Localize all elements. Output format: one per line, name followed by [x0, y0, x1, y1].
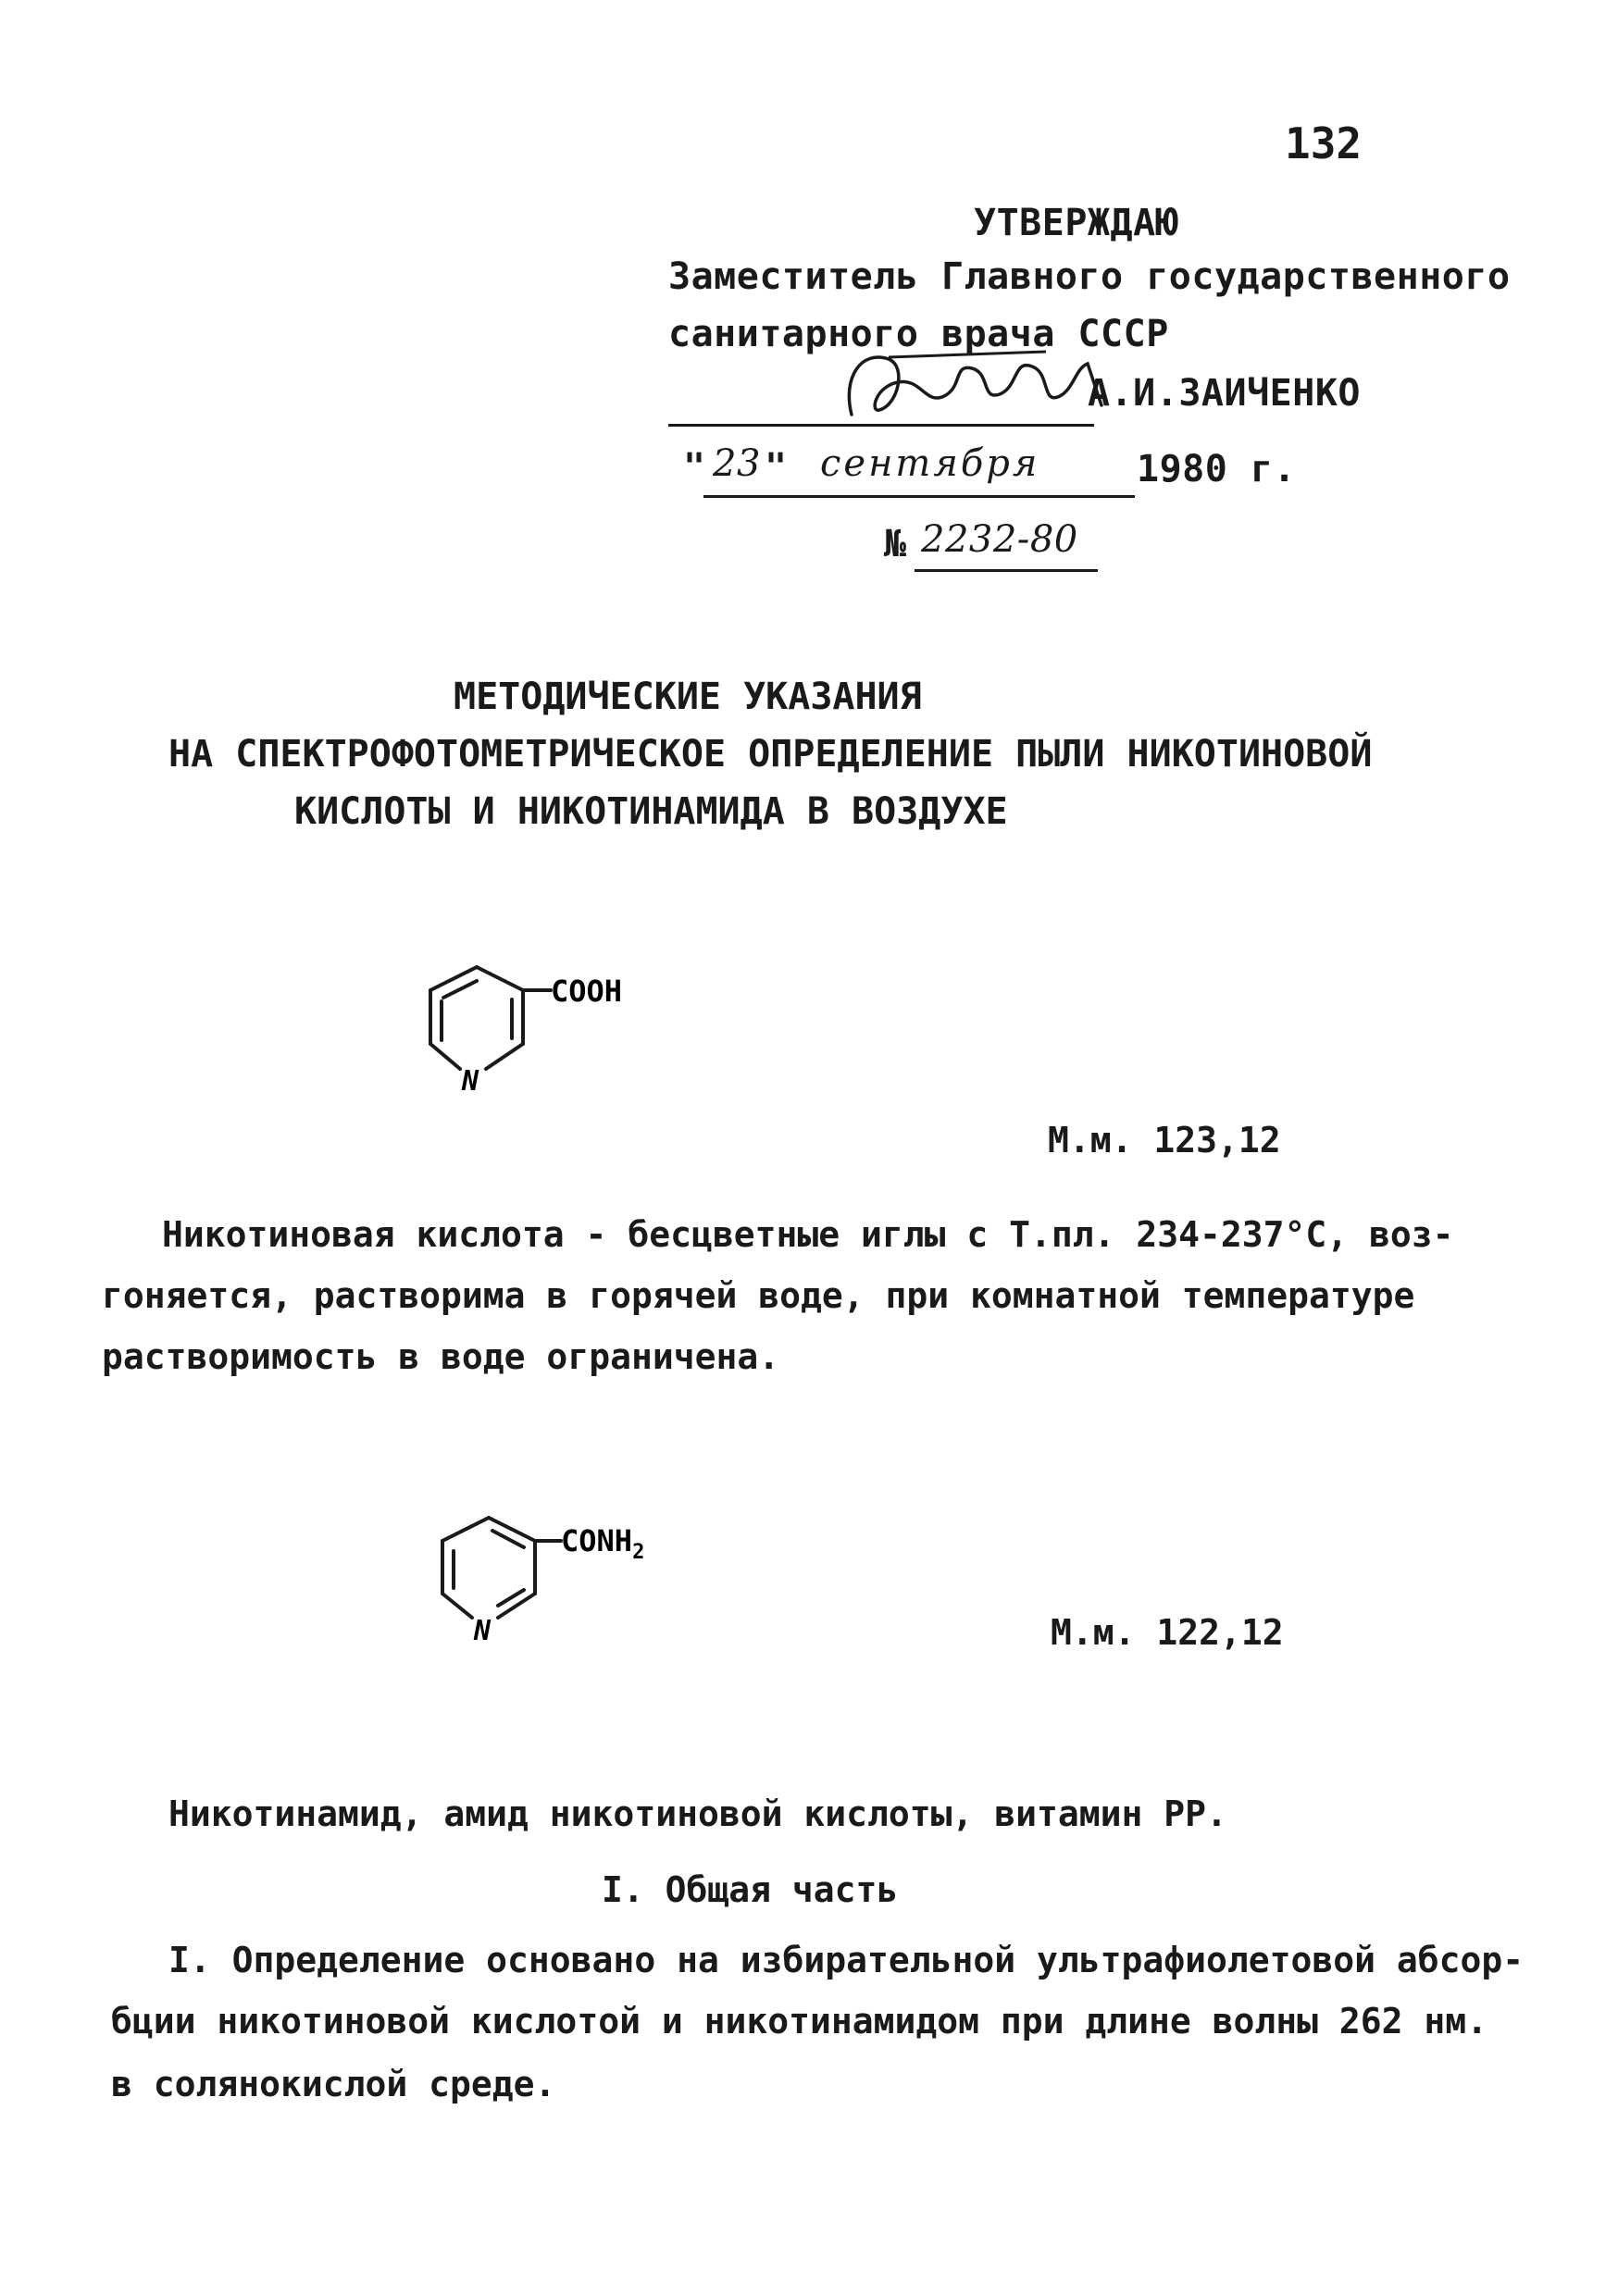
date-year: 1980 г. [1137, 448, 1297, 490]
ring-nitrogen-label: N [462, 1065, 479, 1098]
compound1-desc-line1: Никотиновая кислота - бесцветные иглы с Т.пл. 234-237°С, воз- [162, 1214, 1454, 1255]
date-open-quote: " [683, 446, 706, 489]
approval-number: 2232-80 [921, 518, 1078, 561]
title-line3: КИСЛОТЫ И НИКОТИНАМИДА В ВОЗДУХЕ [294, 790, 1008, 833]
section-para-line2: бции никотиновой кислотой и никотинамидом при длине волны 262 нм. [111, 2001, 1488, 2042]
page-number: 132 [1285, 118, 1363, 168]
number-line [915, 569, 1098, 572]
title-line1: МЕТОДИЧЕСКИЕ УКАЗАНИЯ [454, 676, 922, 718]
signature [833, 341, 1111, 428]
ring-double-bond [443, 981, 477, 998]
approver-name: А.И.ЗАИЧЕНКО [1088, 372, 1361, 415]
approval-heading: УТВЕРЖДАЮ [974, 202, 1179, 244]
nicotinic-acid-structure [356, 944, 653, 1129]
compound1-molecular-weight: М.м. 123,12 [1048, 1120, 1281, 1160]
section-para-line3: в солянокислой среде. [111, 2064, 556, 2104]
signature-line [668, 424, 1094, 427]
ring-bond [489, 1518, 535, 1541]
compound1-desc-line2: гоняется, растворима в горячей воде, при комнатной температуре [102, 1275, 1415, 1316]
amide-group-label: $CONH_2$ [561, 1523, 645, 1564]
section-para-line1: I. Определение основано на избирательной ультрафиолетовой абсор- [168, 1940, 1525, 1980]
number-prefix: № [884, 523, 907, 565]
ring-bond [498, 1594, 535, 1618]
ring-bond [477, 967, 523, 990]
carboxyl-group-label: COOH [551, 974, 623, 1009]
nicotinamide-structure [368, 1490, 683, 1675]
date-close-quote: " [765, 446, 788, 489]
ring-nitrogen-label: N [474, 1615, 492, 1647]
approval-position-line1: Заместитель Главного государственного [668, 255, 1511, 298]
compound2-desc: Никотинамид, амид никотиновой кислоты, витамин РР. [168, 1793, 1227, 1834]
compound1-desc-line3: растворимость в воде ограничена. [102, 1336, 780, 1377]
ring-bond [430, 967, 477, 990]
date-day: 23 [713, 442, 761, 485]
section-heading: I. Общая часть [602, 1869, 899, 1910]
approval-position-line2: санитарного врача СССР [668, 313, 1169, 355]
ring-bond [442, 1594, 472, 1618]
title-line2: НА СПЕКТРОФОТОМЕТРИЧЕСКОЕ ОПРЕДЕЛЕНИЕ ПЫЛИ НИКОТИНОВОЙ [168, 733, 1373, 776]
date-month: сентября [820, 442, 1040, 485]
ring-bond [430, 1044, 460, 1069]
compound2-molecular-weight: М.м. 122,12 [1051, 1612, 1284, 1653]
ring-bond [486, 1044, 523, 1069]
ring-bond [442, 1518, 489, 1541]
date-line [703, 495, 1135, 498]
